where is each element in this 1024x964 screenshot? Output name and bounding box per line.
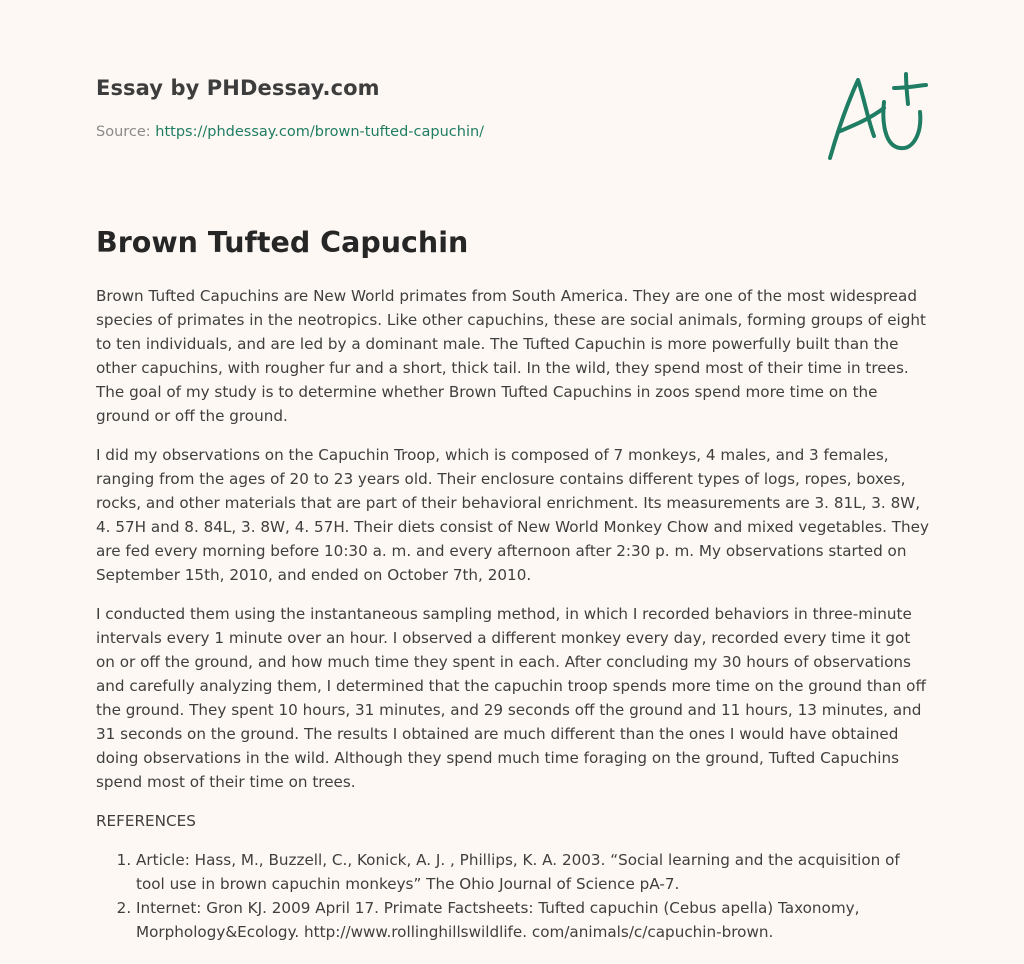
essay-title: Brown Tufted Capuchin [96,226,469,259]
essay-paragraph: I conducted them using the instantaneous sampling method, in which I recorded behaviors in three-minute intervals every 1 minute over an hour. I observed a different monkey every day, recorded every time it got on or off the ground, and how much time they spent in each. After concluding my 30 hours of observations and carefully analyzing them, I determined that the capuchin troop spends more time on the ground than off the ground. They spent 10 hours, 31 minutes, and 29 seconds off the ground and 11 hours, 13 minutes, and 31 seconds on the ground. The results I obtained are much different than the ones I would have obtained doing observations in the wild. Although they spend much time foraging on the ground, Tufted Capuchins spend most of their time on trees. [96,605,926,791]
references-heading: REFERENCES [96,812,196,830]
references-list [96,848,932,944]
reference-item: 2. Internet: Gron KJ. 2009 April 17. Primate Factsheets: Tufted capuchin (Cebus apella) Taxonomy, Morphology&Ecology. http://www.rollinghillswildlife. com/animals/c/capuchin-brown. [136,896,932,944]
essay-body [96,284,932,944]
site-brand: Essay by PHDessay.com [96,76,380,100]
source-link[interactable]: https://phdessay.com/brown-tufted-capuchin/ [155,124,485,140]
essay-paragraph: I did my observations on the Capuchin Troop, which is composed of 7 monkeys, 4 males, and 3 females, ranging from the ages of 20 to 23 years old. Their enclosure contains different types of logs, ropes, boxes, rocks, and other materials that are part of their behavioral enrichment. Its measurements are 3. 81L, 3. 8W, 4. 57H and 8. 84L, 3. 8W, 4. 57H. Their diets consist of New World Monkey Chow and mixed vegetables. They are fed every morning before 10:30 a. m. and every afternoon after 2:30 p. m. My observations started on September 15th, 2010, and ended on October 7th, 2010. [96,446,929,584]
source-line [96,124,484,140]
reference-item: 1. Article: Hass, M., Buzzell, C., Konick, A. J. , Phillips, K. A. 2003. “Social learning and the acquisition of tool use in brown capuchin monkeys” The Ohio Journal of Science pA-7. [136,848,932,896]
essay-paragraph: Brown Tufted Capuchins are New World primates from South America. They are one of the most widespread species of primates in the neotropics. Like other capuchins, these are social animals, forming groups of eight to ten individuals, and are led by a dominant male. The Tufted Capuchin is more powerfully built than the other capuchins, with rougher fur and a short, thick tail. In the wild, they spend most of their time in trees. The goal of my study is to determine whether Brown Tufted Capuchins in zoos spend more time on the ground or off the ground. [96,287,926,425]
source-label: Source: [96,124,156,140]
a-plus-logo-icon [824,68,928,164]
